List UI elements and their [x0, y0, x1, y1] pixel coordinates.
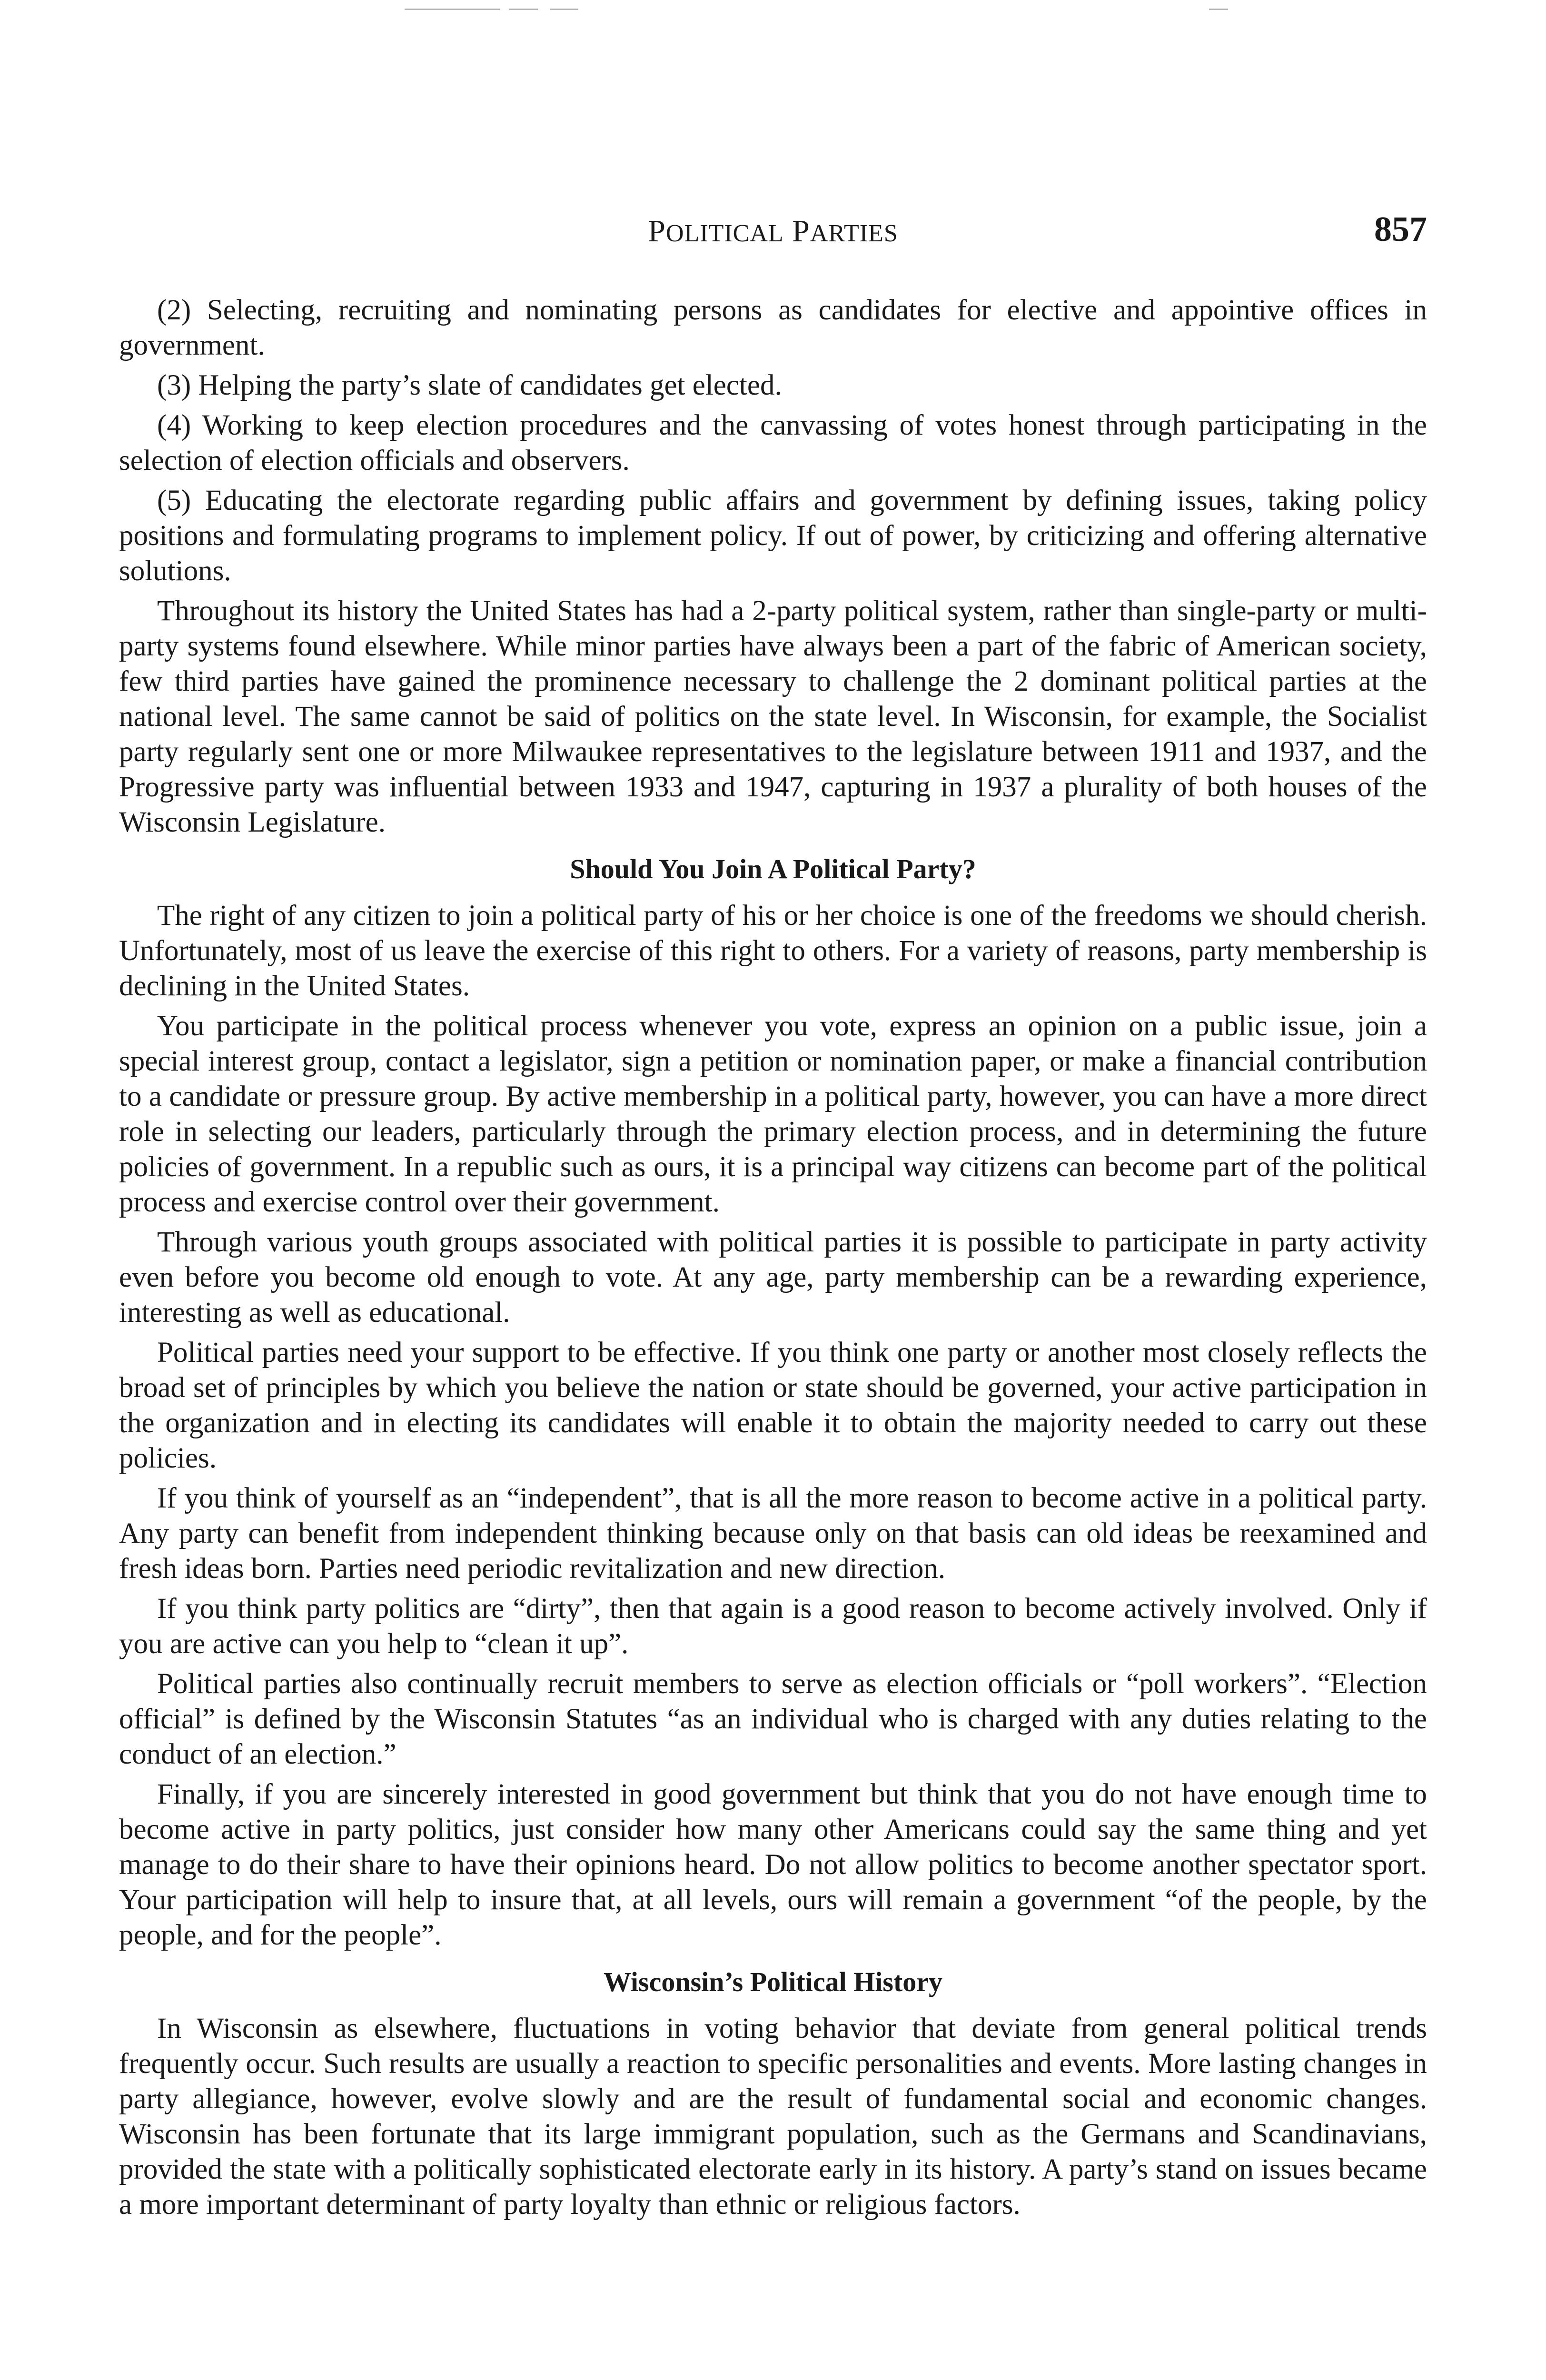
title-initial: P [792, 214, 810, 248]
scan-artifact [405, 9, 500, 10]
scan-artifact [550, 9, 578, 10]
paragraph: In Wisconsin as elsewhere, fluctuations in voting behavior that deviate from general political trends frequently occur. Such results are usually a reaction to specific personalities and events. More lasting changes in party allegiance, however, evolve slowly and are the result of fundamental social and economic changes. Wisconsin has been fortunate that its large immigrant population, such as the Germans and Scandinavians, provided the state with a politically sophisticated electorate early in its history. A party’s stand on issues became a more important determinant of party loyalty than ethnic or religious factors. [119, 2013, 1427, 2221]
scan-artifact [1209, 9, 1228, 10]
paragraph: Political parties need your support to be effective. If you think one party or another most closely reflects the broad set of principles by which you believe the nation or state should be governed, your active participation in the organization and in electing its candidates will enable it to obtain the majority needed to carry out these policies. [119, 1337, 1427, 1474]
list-item: (4) Working to keep election procedures and the canvassing of votes honest through participating in the selection of election officials and observers. [119, 409, 1427, 476]
paragraph: Political parties also continually recruit members to serve as election officials or “poll workers”. “Election official” is defined by the Wisconsin Statutes “as an individual who is charged with any duties relating to the conduct of an election.” [119, 1668, 1427, 1770]
list-item: (3) Helping the party’s slate of candidates get elected. [157, 369, 782, 401]
paragraph: The right of any citizen to join a political party of his or her choice is one of the freedoms we should cherish. Unfortunately, most of us leave the exercise of this right to others. For a variety of reasons, party membership is declining in the United States. [119, 900, 1427, 1002]
section-heading: Wisconsin’s Political History [603, 1966, 943, 1997]
paragraph: If you think party politics are “dirty”, then that again is a good reason to become actively involved. Only if you are active can you help to “clean it up”. [119, 1593, 1427, 1660]
section-heading: Should You Join A Political Party? [570, 853, 976, 884]
paragraph: You participate in the political process whenever you vote, express an opinion on a public issue, join a special interest group, contact a legislator, sign a petition or nomination paper, or make a financial contribution to a candidate or pressure group. By active membership in a political party, however, you can have a more direct role in selecting our leaders, particularly through the primary election process, and in determining the future policies of government. In a republic such as ours, it is a principal way citizens can become part of the political process and exercise control over their government. [119, 1010, 1427, 1218]
list-item: (5) Educating the electorate regarding public affairs and government by defining issues, taking policy positions and formulating programs to implement policy. If out of power, by criticizing and offering alternative solutions. [119, 485, 1427, 587]
page-number: 857 [1374, 210, 1427, 249]
title-small-caps: OLITICAL [665, 220, 784, 247]
scan-artifact [509, 9, 538, 10]
paragraph: Finally, if you are sincerely interested in good government but think that you do not have enough time to become active in party politics, just consider how many other Americans could say the same thing and yet manage to do their share to have their opinions heard. Do not allow politics to become another spectator sport. Your participation will help to insure that, at all levels, ours will remain a government “of the people, by the people, and for the people”. [119, 1778, 1427, 1951]
body-text [119, 293, 1427, 2227]
list-item: (2) Selecting, recruiting and nominating persons as candidates for elective and appointive offices in government. [119, 294, 1427, 361]
title-small-caps: ARTIES [810, 220, 898, 247]
paragraph: If you think of yourself as an “independent”, that is all the more reason to become active in a political party. Any party can benefit from independent thinking because only on that basis can old ideas be reexamined and fresh ideas born. Parties need periodic revitalization and new direction. [119, 1482, 1427, 1585]
running-title [119, 213, 1427, 249]
paragraph: Through various youth groups associated with political parties it is possible to participate in party activity even before you become old enough to vote. At any age, party membership can be a rewarding experience, interesting as well as educational. [119, 1226, 1427, 1329]
paragraph: Throughout its history the United States has had a 2-party political system, rather than single-party or multi-party systems found elsewhere. While minor parties have always been a part of the fabric of American society, few third parties have gained the prominence necessary to challenge the 2 dominant political parties at the national level. The same cannot be said of politics on the state level. In Wisconsin, for example, the Socialist party regularly sent one or more Milwaukee representatives to the legislature between 1911 and 1937, and the Progressive party was influential between 1933 and 1947, capturing in 1937 a plurality of both houses of the Wisconsin Legislature. [119, 595, 1427, 838]
title-initial: P [648, 214, 666, 248]
running-head [119, 209, 1427, 252]
